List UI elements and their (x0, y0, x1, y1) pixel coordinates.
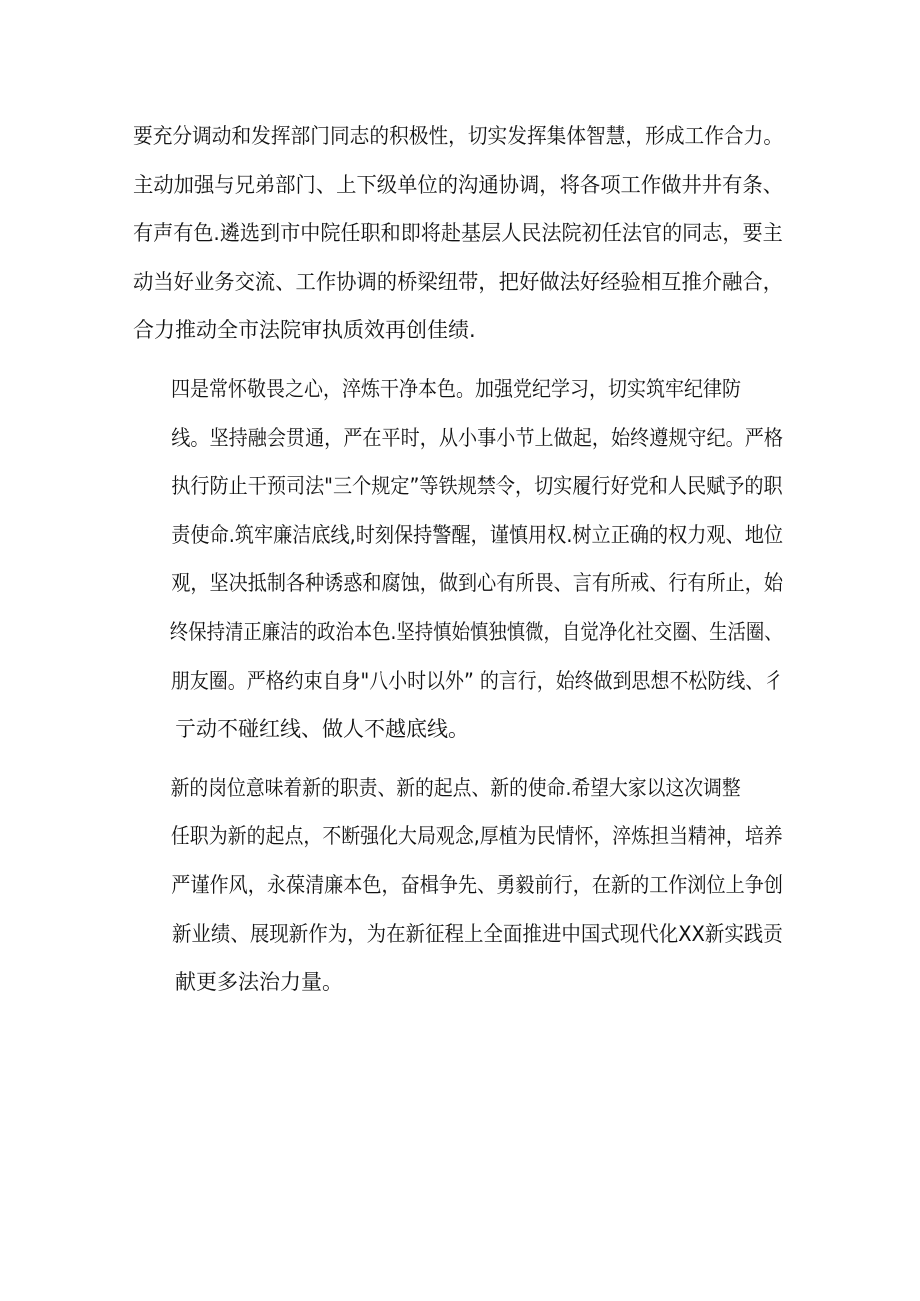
text-line: 有声有色.遴选到市中院任职和即将赴基层人民法院初任法官的同志，要主 (133, 221, 783, 246)
text-line: 任职为新的起点，不断强化大局观念,厚植为民情怀，淬炼担当精神，培养 (170, 824, 783, 849)
text-line: 严谨作风，永葆清廉本色，奋楫争先、勇毅前行，在新的工作浏位上争创 (171, 872, 784, 897)
text-line: 责使命.筑牢廉洁底线,时刻保持警醒，谨慎用权.树立正确的权力观、地位 (171, 522, 783, 547)
text-line: 新业绩、展现新作为，为在新征程上全面推进中国式现代化XX新实践贡 (171, 921, 783, 946)
text-line: 线。坚持融会贯通，严在平时，从小事小节上做起，始终遵规守纪。严格 (171, 425, 784, 450)
text-line: 献更多法治力量。 (175, 970, 343, 995)
text-line: 终保持清正廉洁的政治本色.坚持慎始慎独慎微，自觉净化社交圈、生活圈、 (169, 619, 783, 644)
text-line: 亍动不碰红线、做人不越底线。 (175, 717, 469, 742)
text-line: 主动加强与兄弟部门、上下级单位的沟通协调，将各项工作做井井有条、 (133, 172, 784, 197)
text-line: 观，坚决抵制各种诱惑和腐蚀，做到心有所畏、言有所戒、行有所止，始 (171, 571, 784, 596)
text-line: 四是常怀敬畏之心，淬炼干净本色。加强党纪学习，切实筑牢纪律防 (171, 376, 742, 401)
document-body (133, 112, 783, 1007)
text-line: 新的岗位意味着新的职责、新的起点、新的使命.希望大家以这次调整 (170, 775, 741, 800)
text-line: 要充分调动和发挥部门同志的积极性，切实发挥集体智慧，形成工作合力。 (133, 124, 784, 148)
text-line: 动当好业务交流、工作协调的桥梁纽带，把好做法好经验相互推介融合， (133, 269, 784, 294)
paragraph-teamwork (133, 112, 783, 355)
text-line: 执行防止干预司法"三个规定”等铁规禁令，切实履行好党和人民赋予的职 (171, 474, 783, 499)
text-line: 朋友圈。严格约束自身"八小时以外” 的言行，始终做到思想不松防线、彳 (170, 668, 784, 693)
text-line: 合力推动全市法院审执质效再创佳绩. (133, 318, 476, 343)
paragraph-conclusion (133, 764, 783, 1007)
paragraph-integrity (133, 365, 783, 754)
